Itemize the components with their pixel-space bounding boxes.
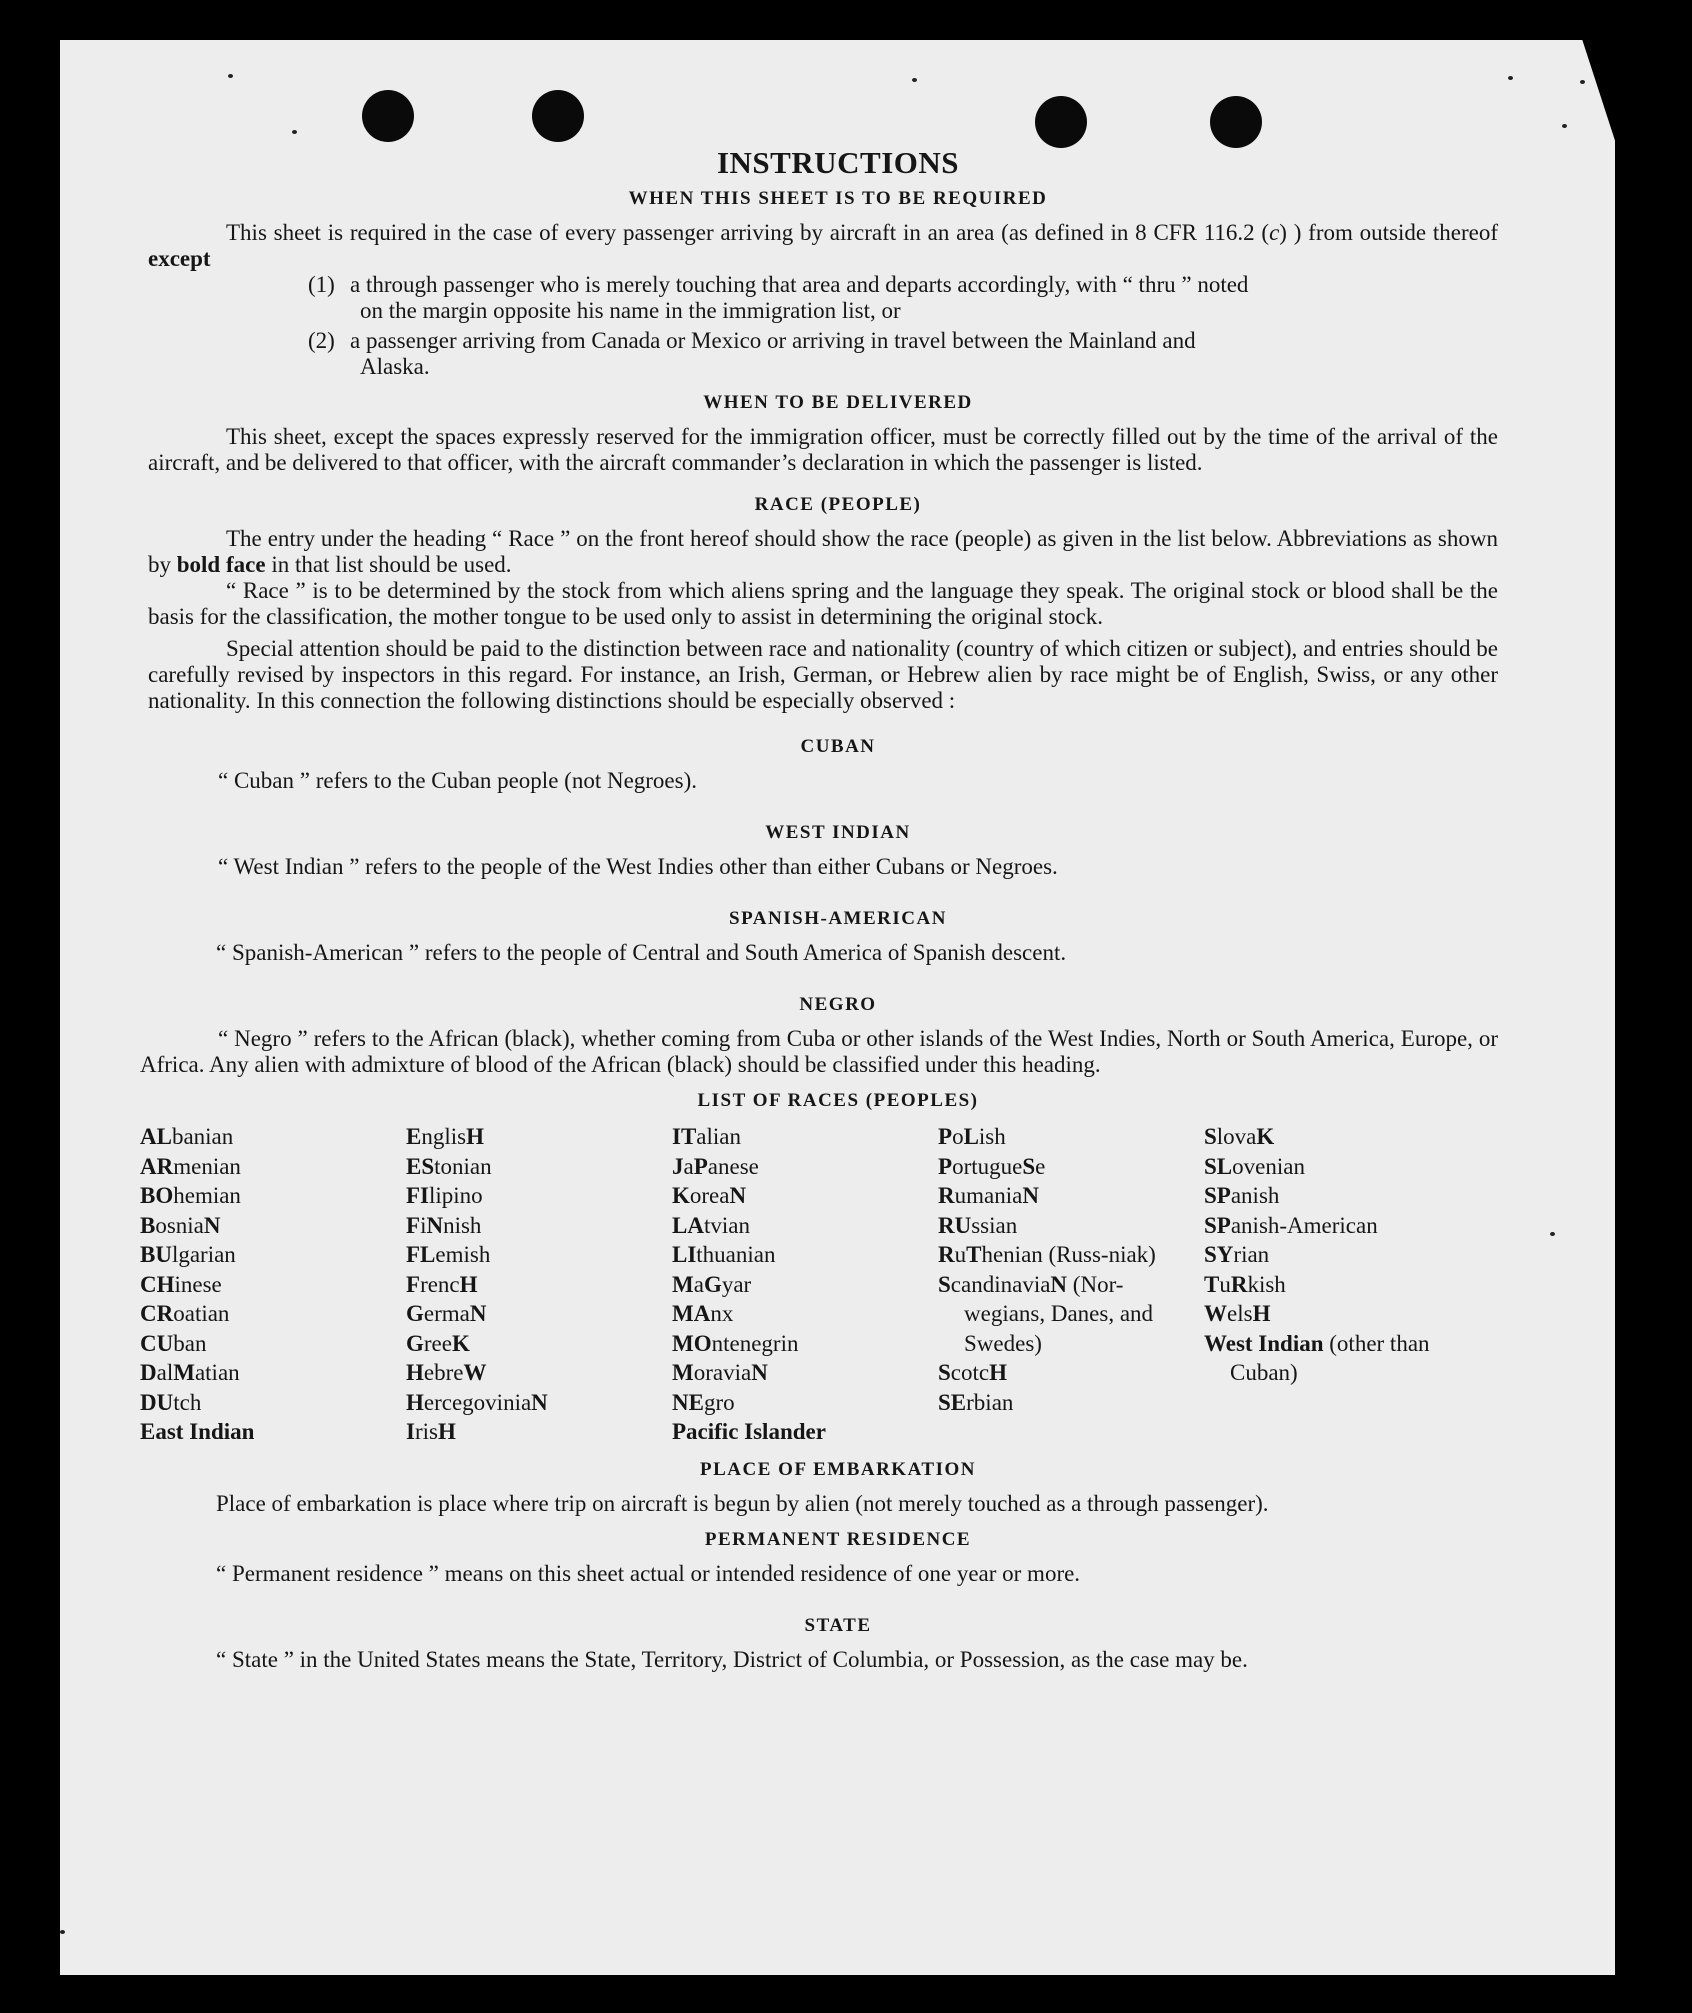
residence-text: “ Permanent residence ” means on this sheet actual or intended residence of one year or more.: [216, 1560, 1081, 1586]
negro-text: “ Negro ” refers to the African (black), whether coming from Cuba or other islands of the West Indies, North or South America, Europe, or Africa. Any alien with admixture of blood of the African (black) should be classified under this heading.: [140, 1026, 1498, 1077]
punch-hole: [362, 90, 414, 142]
heading-embarkation: PLACE OF EMBARKATION: [700, 1458, 976, 1480]
heading-race: RACE (PEOPLE): [754, 494, 922, 515]
heading-negro: NEGRO: [799, 994, 877, 1015]
heading-spanish-american: SPANISH-AMERICAN: [729, 908, 947, 929]
state-text: “ State ” in the United States means the State, Territory, District of Columbia, or Possession, as the case may be.: [216, 1646, 1248, 1672]
race-entry: LAtvian: [672, 1212, 750, 1238]
races-column: [672, 1122, 938, 1447]
punch-hole: [532, 90, 584, 142]
race-entry: West Indian (other than Cuban): [1204, 1330, 1430, 1385]
heading-west-indian: WEST INDIAN: [765, 822, 911, 843]
race-entry: DalMatian: [140, 1360, 240, 1385]
race-entry: GreeK: [406, 1330, 470, 1356]
race-entry: ScotcH: [938, 1360, 1007, 1385]
race-entry: MOntenegrin: [672, 1330, 799, 1356]
race-entry: BUlgarian: [140, 1242, 236, 1267]
race-entry: FLemish: [406, 1242, 491, 1267]
race-entry: SPanish-American: [1204, 1212, 1378, 1238]
race-entry: MoraviaN: [672, 1360, 768, 1385]
race-entry: ARmenian: [140, 1153, 241, 1179]
heading-list-of-races: LIST OF RACES (PEOPLES): [697, 1090, 979, 1111]
west-indian-text: “ West Indian ” refers to the people of the West Indies other than either Cubans or Negroes.: [218, 854, 1058, 879]
race-entry: BOhemian: [140, 1183, 241, 1208]
race-entry: HercegoviniaN: [406, 1389, 548, 1415]
race-entry: SYrian: [1204, 1242, 1270, 1267]
speck: [1508, 76, 1513, 80]
heading-permanent-residence: PERMANENT RESIDENCE: [704, 1528, 972, 1550]
cuban-text: “ Cuban ” refers to the Cuban people (not Negroes).: [218, 768, 698, 793]
race-entry: EnglisH: [406, 1124, 484, 1149]
race-entry: BosniaN: [140, 1212, 221, 1238]
heading-required: WHEN THIS SHEET IS TO BE REQUIRED: [628, 188, 1048, 209]
race-entry: RUssian: [938, 1212, 1018, 1238]
speck: [912, 78, 917, 82]
race-entry: HebreW: [406, 1360, 487, 1385]
race-paragraph-1: The entry under the heading “ Race ” on the front hereof should show the race (people) as given in the list below. Abbreviations as shown by bold face in that list should be used.: [148, 526, 1498, 577]
race-entry: CRoatian: [140, 1301, 230, 1326]
race-entry: RuThenian (Russ-niak): [938, 1242, 1156, 1267]
race-entry: ScandinaviaN (Nor-wegians, Danes, and Swedes): [938, 1271, 1154, 1356]
race-entry: IrisH: [406, 1419, 456, 1444]
races-column: [938, 1122, 1204, 1447]
race-entry: EStonian: [406, 1153, 492, 1179]
race-entry: ITalian: [672, 1124, 741, 1149]
races-column: [406, 1122, 672, 1447]
race-entry: PortugueSe: [938, 1153, 1046, 1179]
race-entry: SErbian: [938, 1389, 1014, 1415]
race-entry: DUtch: [140, 1389, 202, 1415]
race-entry: PoLish: [938, 1124, 1006, 1149]
race-entry: NEgro: [672, 1389, 735, 1415]
race-paragraph-3: Special attention should be paid to the distinction between race and nationality (country of which citizen or subject), and entries should be carefully revised by inspectors in this regard. For instance, an Irish, German, or Hebrew alien by race might be of English, Swiss, or any other nationality. In this connection the following distinctions should be especially observed :: [148, 636, 1498, 713]
race-entry: East Indian: [140, 1419, 255, 1444]
speck: [1580, 80, 1585, 84]
race-entry: RumaniaN: [938, 1183, 1039, 1208]
race-entry: FiNnish: [406, 1212, 482, 1238]
page-title: INSTRUCTIONS: [716, 145, 959, 180]
speck: [60, 1930, 65, 1934]
speck: [228, 74, 233, 78]
punch-hole: [1035, 96, 1087, 148]
race-entry: MAnx: [672, 1301, 734, 1326]
race-entry: ALbanian: [140, 1124, 234, 1149]
speck: [292, 130, 297, 134]
race-entry: LIthuanian: [672, 1242, 776, 1267]
race-entry: JaPanese: [672, 1153, 759, 1179]
heading-delivered: WHEN TO BE DELIVERED: [703, 392, 973, 413]
race-entry: SPanish: [1204, 1183, 1280, 1208]
embarkation-text: Place of embarkation is place where trip on aircraft is begun by alien (not merely touched as a through passenger).: [216, 1490, 1269, 1516]
race-entry: GermaN: [406, 1301, 487, 1326]
race-entry: CHinese: [140, 1271, 222, 1297]
instructions-content: [140, 145, 1498, 1673]
race-entry: Pacific Islander: [672, 1419, 826, 1444]
speck: [1562, 124, 1567, 128]
race-entry: FrencH: [406, 1271, 478, 1297]
required-intro: This sheet is required in the case of every passenger arriving by aircraft in an area (as defined in 8 CFR 116.2 (c) ) from outside thereof except: [148, 220, 1498, 271]
race-entry: FIlipino: [406, 1183, 483, 1208]
race-entry: TuRkish: [1204, 1271, 1286, 1297]
race-entry: SLovenian: [1204, 1153, 1305, 1179]
races-list: [140, 1122, 1498, 1447]
punch-hole: [1210, 96, 1262, 148]
race-entry: MaGyar: [672, 1271, 752, 1297]
exception-item-1: (1) a through passenger who is merely touching that area and departs accordingly, with “ thru ” noted on the margin opposite his name in the immigration list, or: [308, 272, 1249, 323]
race-entry: KoreaN: [672, 1183, 747, 1208]
delivered-text: This sheet, except the spaces expressly reserved for the immigration officer, must be correctly filled out by the time of the arrival of the aircraft, and be delivered to that officer, with the aircraft commander’s declaration in which the passenger is listed.: [148, 424, 1498, 475]
heading-cuban: CUBAN: [800, 736, 876, 757]
race-entry: SlovaK: [1204, 1124, 1275, 1149]
heading-state: STATE: [804, 1614, 872, 1636]
race-paragraph-2: “ Race ” is to be determined by the stock from which aliens spring and the language they speak. The original stock or blood shall be the basis for the classification, the mother tongue to be used only to assist in determining the original stock.: [148, 578, 1498, 629]
spanish-american-text: “ Spanish-American ” refers to the people of Central and South America of Spanish descent.: [216, 940, 1067, 965]
races-column: [1204, 1122, 1434, 1447]
speck: [1550, 1232, 1555, 1236]
exception-item-2: (2) a passenger arriving from Canada or Mexico or arriving in travel between the Mainland and Alaska.: [308, 328, 1196, 379]
races-column: [140, 1122, 406, 1447]
race-entry: CUban: [140, 1330, 207, 1356]
race-entry: WelsH: [1204, 1301, 1271, 1326]
